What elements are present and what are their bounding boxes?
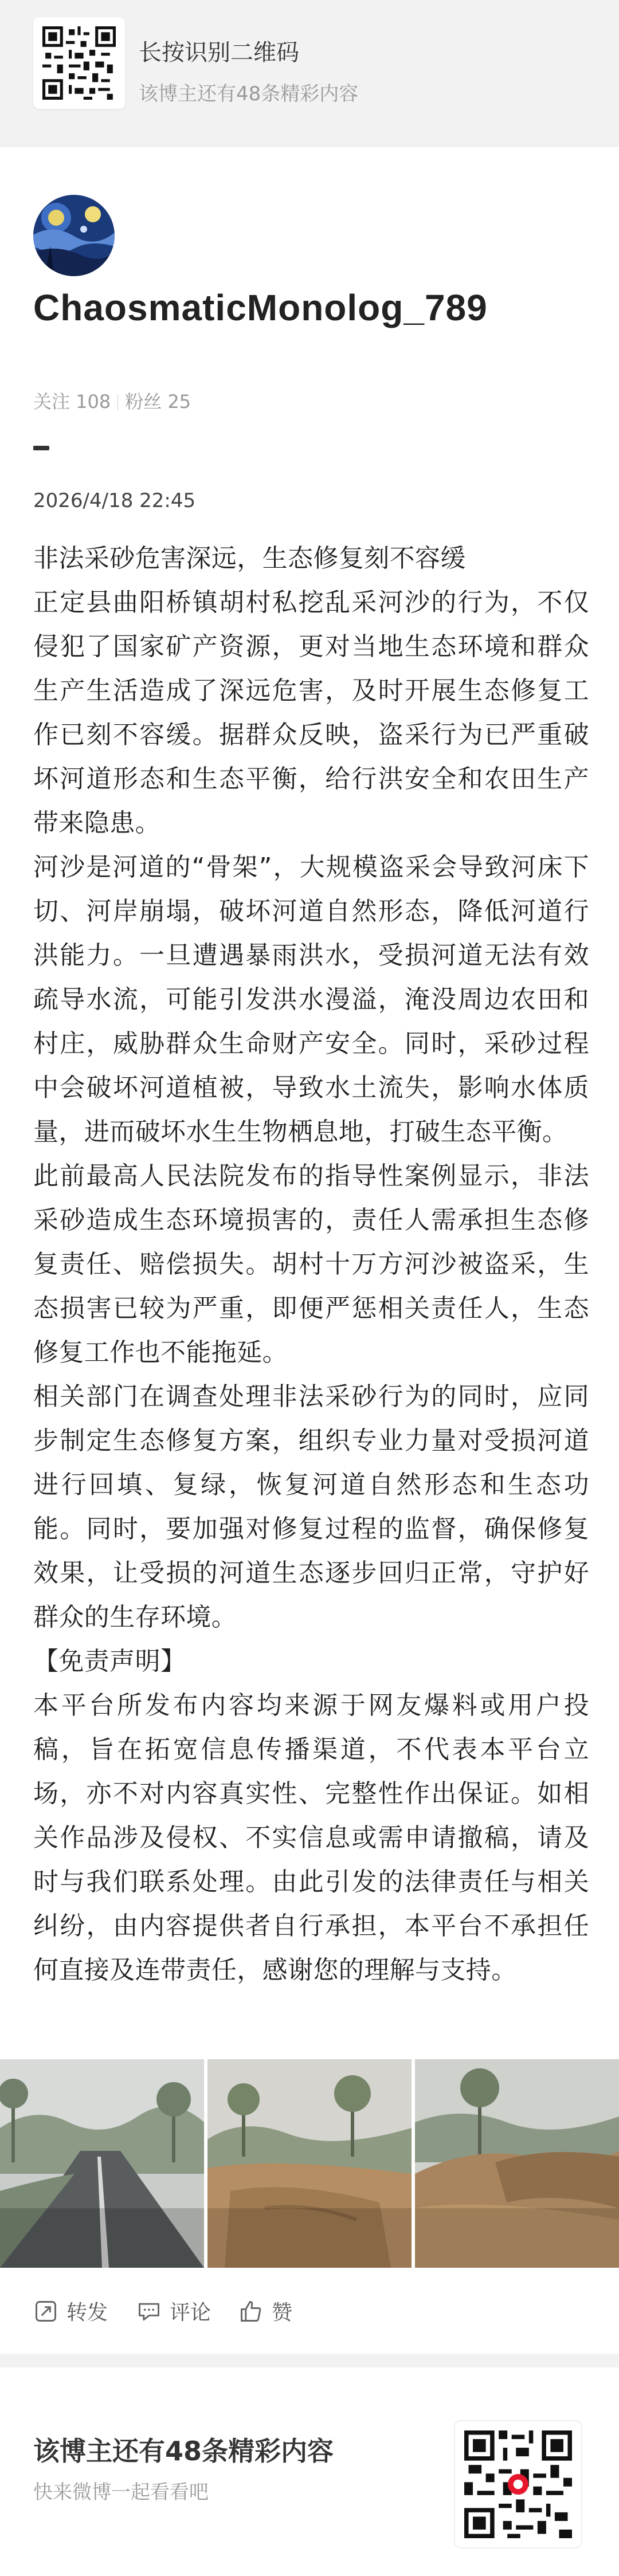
qr-code [33, 17, 125, 109]
like-label: 赞 [272, 2301, 293, 2324]
follow-count[interactable]: 关注 108 [33, 391, 111, 413]
post-image-1[interactable] [0, 2059, 204, 2268]
profile-stats [33, 387, 191, 414]
post-date: 2026/4/18 22:45 [33, 489, 196, 512]
qr-banner[interactable] [0, 0, 619, 147]
post-paragraph: 此前最高人民法院发布的指导性案例显示，非法采砂造成生态环境损害的，责任人需承担生态修复责任、赔偿损失。胡村十万方河沙被盗采，生态损害已较为严重，即便严惩相关责任人，生态修复工作也不能拖延。 [33, 1161, 589, 1367]
thumbs-up-icon [238, 2299, 264, 2324]
disclaimer-text: 本平台所发布内容均来源于网友爆料或用户投稿，旨在拓宽信息传播渠道，不代表本平台立场，亦不对内容真实性、完整性作出保证。如相关作品涉及侵权、不实信息或需申请撤稿，请及时与我们联系处理。由此引发的法律责任与相关纠纷，由内容提供者自行承担，本平台不承担任何直接及连带责任，感谢您的理解与支持。 [33, 1691, 589, 1985]
post-paragraph: 非法采砂危害深远，生态修复刻不容缓 [33, 544, 466, 573]
promo-card[interactable] [0, 2367, 619, 2576]
qr-banner-title: 长按识别二维码 [139, 40, 299, 66]
repost-button[interactable] [33, 2296, 108, 2326]
comment-icon [136, 2299, 162, 2324]
comment-label: 评论 [170, 2301, 211, 2324]
promo-qr-code [454, 2420, 582, 2548]
section-dash [33, 446, 49, 450]
post-image-3[interactable] [415, 2059, 619, 2268]
post-image-2[interactable] [207, 2059, 412, 2268]
stats-divider [117, 394, 118, 410]
qr-code-icon [42, 26, 116, 100]
post-images [0, 2059, 619, 2268]
disclaimer-heading: 【免责声明】 [33, 1647, 186, 1676]
post-paragraph: 正定县曲阳桥镇胡村私挖乱采河沙的行为，不仅侵犯了国家矿产资源，更对当地生态环境和群众生产生活造成了深远危害，及时开展生态修复工作已刻不容缓。据群众反映，盗采行为已严重破坏河道形态和生态平衡，给行洪安全和农田生产带来隐患。 [33, 588, 589, 838]
section-divider [0, 2354, 619, 2367]
promo-title: 该博主还有48条精彩内容 [33, 2436, 334, 2467]
qr-code-icon [464, 2430, 572, 2538]
avatar[interactable] [33, 195, 115, 276]
comment-button[interactable] [136, 2296, 211, 2326]
post-paragraph: 河沙是河道的“骨架”，大规模盗采会导致河床下切、河岸崩塌，破坏河道自然形态，降低河道行洪能力。一旦遭遇暴雨洪水，受损河道无法有效疏导水流，可能引发洪水漫溢，淹没周边农田和村庄，威胁群众生命财产安全。同时，采砂过程中会破坏河道植被，导致水土流失，影响水体质量，进而破坏水生生物栖息地，打破生态平衡。 [33, 853, 589, 1146]
repost-label: 转发 [66, 2301, 108, 2324]
qr-banner-subtitle: 该博主还有48条精彩内容 [139, 83, 359, 105]
username: ChaosmaticMonolog_789 [33, 287, 488, 328]
like-button[interactable] [238, 2296, 292, 2326]
post-body [33, 536, 589, 1992]
fans-count[interactable]: 粉丝 25 [125, 391, 191, 413]
promo-subtitle: 快来微博一起看看吧 [33, 2481, 209, 2504]
post-paragraph: 相关部门在调查处理非法采砂行为的同时，应同步制定生态修复方案，组织专业力量对受损河道进行回填、复绿，恢复河道自然形态和生态功能。同时，要加强对修复过程的监督，确保修复效果，让受损的河道生态逐步回归正常，守护好群众的生存环境。 [33, 1382, 589, 1632]
post-actions [0, 2291, 619, 2337]
repost-icon [33, 2299, 58, 2324]
